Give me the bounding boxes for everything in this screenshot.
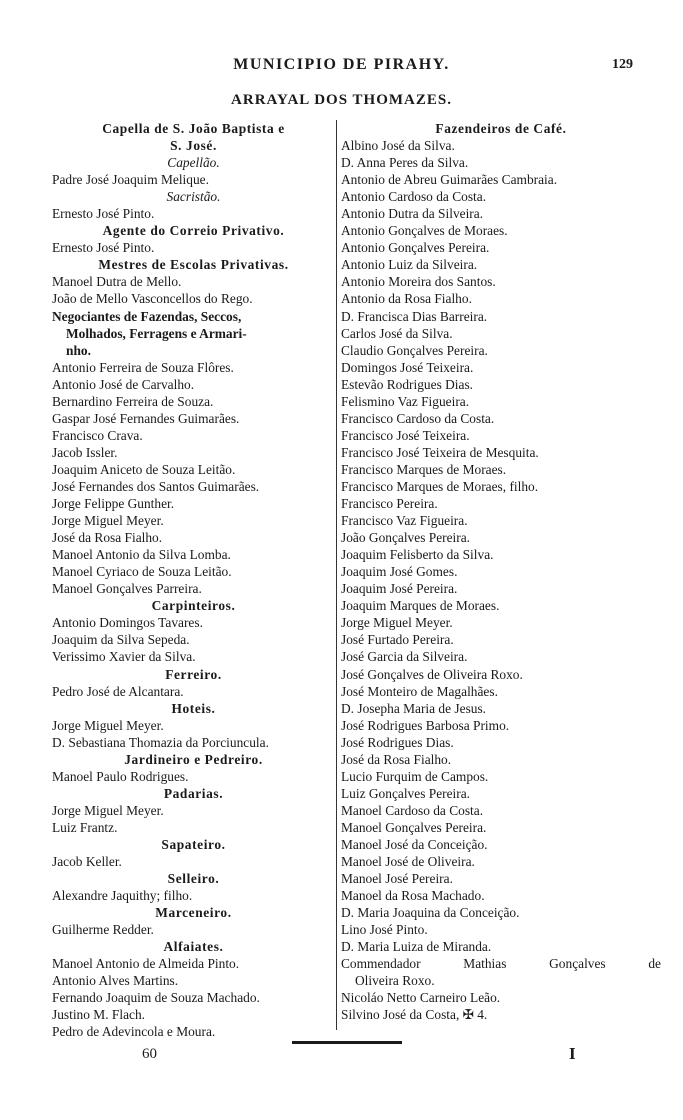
column-divider xyxy=(336,120,337,1030)
list-item: Joaquim José Gomes. xyxy=(341,564,458,580)
section-title: ARRAYAL DOS THOMAZES. xyxy=(231,92,452,108)
list-item: Manoel José de Oliveira. xyxy=(341,854,475,870)
list-item: Manoel Cardoso da Costa. xyxy=(341,802,484,818)
list-item: Antonio Luiz da Silveira. xyxy=(341,257,478,273)
list-item: Joaquim Aniceto de Souza Leitão. xyxy=(52,461,236,477)
capellao-label: Capellão. xyxy=(167,155,220,171)
list-item: Jacob Issler. xyxy=(52,444,118,460)
jardineiro-heading: Jardineiro e Pedreiro. xyxy=(124,751,263,767)
list-item: Luiz Frantz. xyxy=(52,819,118,835)
list-item: Verissimo Xavier da Silva. xyxy=(52,649,196,665)
list-item: José Rodrigues Dias. xyxy=(341,734,454,750)
list-item: Manoel Antonio da Silva Lomba. xyxy=(52,547,231,563)
list-item: Francisco Cardoso da Costa. xyxy=(341,410,495,426)
list-item: José da Rosa Fialho. xyxy=(341,751,452,767)
list-item: Jacob Keller. xyxy=(52,854,122,870)
list-item: Silvino José da Costa, ✠ 4. xyxy=(341,1007,488,1023)
marceneiro-heading: Marceneiro. xyxy=(155,905,232,921)
alfaiates-heading: Alfaiates. xyxy=(163,939,224,955)
list-item: D. Maria Luiza de Miranda. xyxy=(341,939,492,955)
list-item: Joaquim Felisberto da Silva. xyxy=(341,547,494,563)
selleiro-heading: Selleiro. xyxy=(167,871,220,887)
list-item: Manoel Antonio de Almeida Pinto. xyxy=(52,956,240,972)
list-item: Jorge Miguel Meyer. xyxy=(52,717,164,733)
list-item: Manoel da Rosa Machado. xyxy=(341,888,485,904)
negociantes-heading-cont: Molhados, Ferragens e Armari- xyxy=(66,325,247,341)
list-item: Pedro de Adevincola e Moura. xyxy=(52,1024,216,1040)
negociantes-heading: Negociantes de Fazendas, Seccos, xyxy=(52,308,242,324)
list-item: Manoel Cyriaco de Souza Leitão. xyxy=(52,564,232,580)
list-item: Albino José da Silva. xyxy=(341,138,455,154)
list-item: José da Rosa Fialho. xyxy=(52,530,163,546)
list-item: Joaquim Marques de Moraes. xyxy=(341,598,500,614)
carpinteiros-heading: Carpinteiros. xyxy=(151,598,236,614)
list-item: Antonio Moreira dos Santos. xyxy=(341,274,496,290)
padarias-heading: Padarias. xyxy=(163,785,224,801)
list-item: Antonio Cardoso da Costa. xyxy=(341,189,487,205)
list-item: João Gonçalves Pereira. xyxy=(341,530,471,546)
list-item: Joaquim José Pereira. xyxy=(341,581,458,597)
list-item: Lucio Furquim de Campos. xyxy=(341,768,489,784)
list-item: Justino M. Flach. xyxy=(52,1007,145,1023)
list-item: José Garcia da Silveira. xyxy=(341,649,468,665)
footer-signature-mark: I xyxy=(569,1044,576,1063)
list-item: Francisco Marques de Moraes. xyxy=(341,461,507,477)
list-item: Manoel Gonçalves Parreira. xyxy=(52,581,202,597)
list-item: Manoel José Pereira. xyxy=(341,871,453,887)
list-item: José Rodrigues Barbosa Primo. xyxy=(341,717,510,733)
page-number: 129 xyxy=(612,57,633,72)
list-item: Antonio Domingos Tavares. xyxy=(52,615,203,631)
list-item: João de Mello Vasconcellos do Rego. xyxy=(52,291,253,307)
list-item: Fernando Joaquim de Souza Machado. xyxy=(52,990,260,1006)
escolas-heading: Mestres de Escolas Privativas. xyxy=(98,257,289,273)
list-item: D. Josepha Maria de Jesus. xyxy=(341,700,487,716)
correio-name: Ernesto José Pinto. xyxy=(52,240,155,256)
list-item: Pedro José de Alcantara. xyxy=(52,683,184,699)
list-item: Bernardino Ferreira de Souza. xyxy=(52,393,214,409)
negociantes-heading-end: nho. xyxy=(66,342,91,358)
ferreiro-heading: Ferreiro. xyxy=(165,666,222,682)
list-item-cont: Oliveira Roxo. xyxy=(355,973,435,989)
footer-page-number: 60 xyxy=(142,1046,157,1062)
list-item: José Furtado Pereira. xyxy=(341,632,454,648)
list-item: José Gonçalves de Oliveira Roxo. xyxy=(341,666,523,682)
hoteis-heading: Hoteis. xyxy=(171,700,216,716)
correio-heading: Agente do Correio Privativo. xyxy=(102,223,285,239)
list-item: Jorge Felippe Gunther. xyxy=(52,496,175,512)
municipality-title: MUNICIPIO DE PIRAHY. xyxy=(233,56,450,73)
left-column xyxy=(52,120,335,1041)
list-item: Jorge Miguel Meyer. xyxy=(52,802,164,818)
list-item: D. Sebastiana Thomazia da Porciuncula. xyxy=(52,734,269,750)
list-item: Francisco Pereira. xyxy=(341,496,438,512)
list-item: Antonio Gonçalves Pereira. xyxy=(341,240,490,256)
list-item: Antonio de Abreu Guimarães Cambraia. xyxy=(341,172,558,188)
list-item: Francisco José Teixeira de Mesquita. xyxy=(341,444,539,460)
list-item: D. Anna Peres da Silva. xyxy=(341,155,469,171)
list-item: Francisco José Teixeira. xyxy=(341,427,470,443)
list-item: Antonio Alves Martins. xyxy=(52,973,179,989)
list-item: Gaspar José Fernandes Guimarães. xyxy=(52,410,240,426)
sacristao-label: Sacristão. xyxy=(166,189,221,205)
list-item: Francisco Crava. xyxy=(52,427,143,443)
page-header xyxy=(0,56,683,80)
list-item: Alexandre Jaquithy; filho. xyxy=(52,888,193,904)
footer-rule xyxy=(292,1041,402,1044)
list-item: Antonio Ferreira de Souza Flôres. xyxy=(52,359,234,375)
list-item: Carlos José da Silva. xyxy=(341,325,453,341)
capella-heading-cont: S. José. xyxy=(170,138,217,154)
list-item: Estevão Rodrigues Dias. xyxy=(341,376,474,392)
list-item: Antonio José de Carvalho. xyxy=(52,376,195,392)
list-item: Jorge Miguel Meyer. xyxy=(341,615,453,631)
list-item: Commendador Mathias Gonçalves de xyxy=(341,956,661,972)
capella-heading: Capella de S. João Baptista e xyxy=(102,121,285,136)
list-item: Felismino Vaz Figueira. xyxy=(341,393,470,409)
capellao-name: Padre José Joaquim Melique. xyxy=(52,172,209,188)
list-item: Joaquim da Silva Sepeda. xyxy=(52,632,190,648)
list-item: Francisco Vaz Figueira. xyxy=(341,513,468,529)
list-item: Antonio da Rosa Fialho. xyxy=(341,291,472,307)
list-item: Domingos José Teixeira. xyxy=(341,359,474,375)
sacristao-name: Ernesto José Pinto. xyxy=(52,206,155,222)
fazendeiros-heading: Fazendeiros de Café. xyxy=(435,121,567,136)
list-item: Claudio Gonçalves Pereira. xyxy=(341,342,488,358)
list-item: Francisco Marques de Moraes, filho. xyxy=(341,478,539,494)
list-item: José Monteiro de Magalhães. xyxy=(341,683,498,699)
list-item: Nicoláo Netto Carneiro Leão. xyxy=(341,990,501,1006)
list-item: Jorge Miguel Meyer. xyxy=(52,513,164,529)
list-item: Antonio Gonçalves de Moraes. xyxy=(341,223,508,239)
list-item: D. Francisca Dias Barreira. xyxy=(341,308,488,324)
list-item: Luiz Gonçalves Pereira. xyxy=(341,785,471,801)
sapateiro-heading: Sapateiro. xyxy=(161,836,226,852)
list-item: Antonio Dutra da Silveira. xyxy=(341,206,484,222)
list-item: José Fernandes dos Santos Guimarães. xyxy=(52,478,260,494)
list-item: Manoel José da Conceição. xyxy=(341,836,488,852)
list-item: Manoel Gonçalves Pereira. xyxy=(341,819,487,835)
list-item: Manoel Dutra de Mello. xyxy=(52,274,182,290)
list-item: Manoel Paulo Rodrigues. xyxy=(52,768,189,784)
list-item: Lino José Pinto. xyxy=(341,922,428,938)
list-item: Guilherme Redder. xyxy=(52,922,154,938)
right-column xyxy=(341,120,661,1023)
list-item: D. Maria Joaquina da Conceição. xyxy=(341,905,520,921)
